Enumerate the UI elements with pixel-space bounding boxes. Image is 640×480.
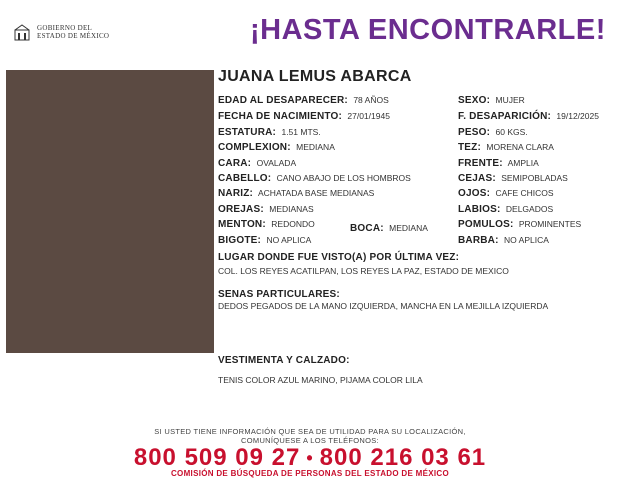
field-label: NARIZ:: [218, 188, 254, 199]
field-label: EDAD AL DESAPARECER:: [218, 95, 348, 106]
field-label: F. DESAPARICIÓN:: [458, 111, 552, 122]
footer-note-line-1: SI USTED TIENE INFORMACIÓN QUE SEA DE UTILIDAD PARA SU LOCALIZACIÓN,: [154, 427, 466, 436]
field-label: TEZ:: [458, 142, 482, 153]
field-value: ACHATADA BASE MEDIANAS: [258, 188, 375, 198]
field-value: MEDIANA: [389, 223, 428, 233]
field-value: 19/12/2025: [556, 111, 599, 121]
field-value: SEMIPOBLADAS: [501, 173, 568, 183]
field-label: LABIOS:: [458, 204, 501, 215]
person-name: JUANA LEMUS ABARCA: [218, 68, 412, 85]
field-value: PROMINENTES: [518, 219, 582, 229]
field-barba: [458, 235, 549, 246]
field-value: DELGADOS: [505, 204, 554, 214]
logo-line-2: ESTADO DE MÉXICO: [37, 32, 110, 40]
field-label: OJOS:: [458, 188, 491, 199]
field-label: ESTATURA:: [218, 127, 277, 138]
contact-phones: [0, 444, 620, 472]
field-label: CEJAS:: [458, 173, 496, 184]
field-label: OREJAS:: [218, 204, 264, 215]
field-desaparicion: [458, 111, 599, 122]
field-bigote: [218, 235, 311, 246]
field-edad: [218, 95, 389, 106]
logo-line-1: GOBIERNO DEL: [37, 24, 93, 32]
field-label: POMULOS:: [458, 219, 514, 230]
field-value: MEDIANA: [296, 142, 335, 152]
field-value: REDONDO: [271, 219, 315, 229]
field-label: CABELLO:: [218, 173, 272, 184]
field-peso: [458, 127, 528, 138]
field-value: NO APLICA: [504, 235, 549, 245]
field-cara: [218, 158, 296, 169]
field-nariz: [218, 188, 374, 199]
field-value: MUJER: [495, 95, 525, 105]
state-emblem-icon: [12, 22, 32, 42]
particular-marks-label: SENAS PARTICULARES:: [218, 289, 340, 300]
field-value: MORENA CLARA: [486, 142, 554, 152]
field-menton: [218, 219, 315, 230]
field-estatura: [218, 127, 321, 138]
field-value: CAFE CHICOS: [495, 188, 554, 198]
field-value: 78 AÑOS: [353, 95, 389, 105]
particular-marks-value: DEDOS PEGADOS DE LA MANO IZQUIERDA, MANCHA EN LA MEJILLA IZQUIERDA: [218, 301, 549, 311]
phone-number-1: 800 509 09 27: [133, 444, 301, 471]
last-seen-label: LUGAR DONDE FUE VISTO(A) POR ÚLTIMA VEZ:: [218, 252, 460, 263]
field-value: 60 KGS.: [495, 127, 528, 137]
field-orejas: [218, 204, 314, 215]
field-label: COMPLEXION:: [218, 142, 291, 153]
field-complexion: [218, 142, 335, 153]
field-cabello: [218, 173, 411, 184]
field-label: BOCA:: [350, 223, 384, 234]
phone-number-2: 800 216 03 61: [319, 444, 487, 471]
clothing-value: TENIS COLOR AZUL MARINO, PIJAMA COLOR LILA: [218, 375, 423, 385]
footer-note-line-2: COMUNÍQUESE A LOS TELÉFONOS:: [241, 436, 379, 445]
field-ojos: [458, 188, 554, 199]
field-value: MEDIANAS: [269, 204, 314, 214]
field-label: FRENTE:: [458, 158, 503, 169]
field-tez: [458, 142, 554, 153]
field-labios: [458, 204, 553, 215]
missing-person-photo: [6, 70, 214, 353]
field-label: SEXO:: [458, 95, 491, 106]
headline: ¡HASTA ENCONTRARLE!: [250, 14, 606, 46]
field-value: AMPLIA: [507, 158, 539, 168]
field-label: BARBA:: [458, 235, 499, 246]
field-label: CARA:: [218, 158, 252, 169]
field-value: CANO ABAJO DE LOS HOMBROS: [276, 173, 411, 183]
field-value: 27/01/1945: [347, 111, 390, 121]
field-label: PESO:: [458, 127, 491, 138]
field-cejas: [458, 173, 568, 184]
phone-separator: •: [306, 448, 314, 469]
field-boca: [350, 223, 428, 234]
field-value: 1.51 MTS.: [281, 127, 321, 137]
last-seen-value: COL. LOS REYES ACATILPAN, LOS REYES LA PAZ, ESTADO DE MEXICO: [218, 266, 509, 276]
commission-name: COMISIÓN DE BÚSQUEDA DE PERSONAS DEL ESTADO DE MÉXICO: [170, 469, 449, 478]
field-label: MENTON:: [218, 219, 266, 230]
field-value: OVALADA: [256, 158, 297, 168]
field-nacimiento: [218, 111, 390, 122]
field-sexo: [458, 95, 525, 106]
clothing-label: VESTIMENTA Y CALZADO:: [218, 355, 350, 366]
field-label: BIGOTE:: [218, 235, 262, 246]
field-pomulos: [458, 219, 581, 230]
field-label: FECHA DE NACIMIENTO:: [218, 111, 342, 122]
field-frente: [458, 158, 539, 169]
government-logo: [12, 22, 109, 42]
field-value: NO APLICA: [266, 235, 312, 245]
